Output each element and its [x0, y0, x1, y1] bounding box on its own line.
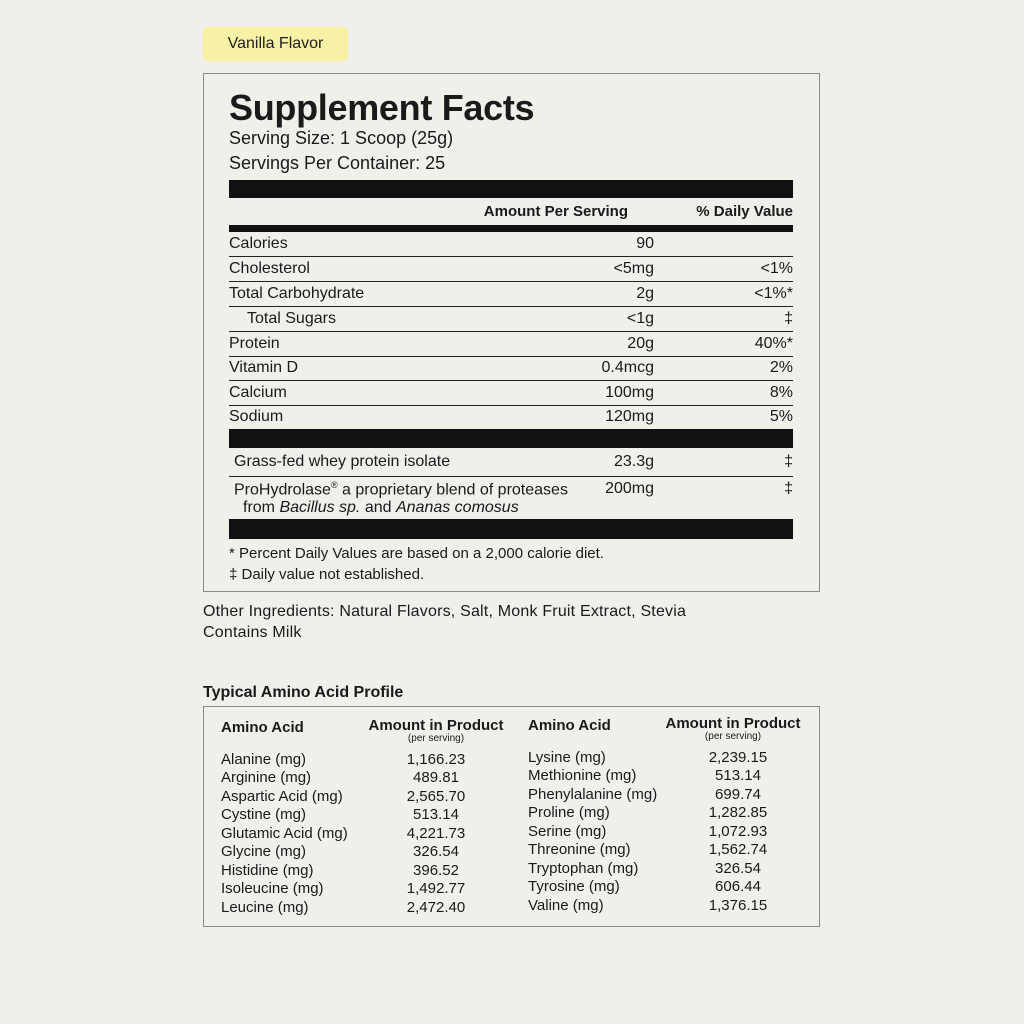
amino-header-amount: Amount in Product (per serving) [658, 715, 808, 742]
supplement-facts-panel [203, 73, 820, 592]
nutrient-amount: 2g [636, 285, 654, 302]
nutrient-amount: 90 [636, 235, 654, 252]
nutrient-amount: <1g [626, 310, 654, 327]
nutrient-row [229, 257, 793, 282]
nutrient-name: Cholesterol [229, 260, 310, 277]
ingredient-dv: ‡ [784, 480, 793, 497]
nutrient-dv: 5% [769, 408, 793, 425]
medium-divider [229, 225, 793, 232]
amino-acid-table: Amino Acid Amount in Product (per serving) Alanine (mg) 1,166.23 Arginine (mg) 489.81 Aspartic Acid (mg) 2,565.70 Cystine (mg) 513.14 Glutamic Acid (mg) 4,221.73 Glycine (mg) 326.54 Histidine (mg) 396.52 Isoleucine (mg) 1,492.77 Leucine (mg) 2,472.40 Amino Acid Amount in Product (per serving) Lysine (mg) 2,239.15 Methionine (mg) 513.14 Phenylalanine (mg) 699.74 Proline (mg) 1,282.85 Serine (mg) 1,072.93 Threonine (mg) 1,562.74 Tryptophan (mg) 326.54 Tyrosine (mg) 606.44 Valine (mg) 1,376.15 [203, 706, 820, 927]
thick-divider [229, 519, 793, 539]
nutrient-row [229, 232, 793, 257]
servings-per-container: Servings Per Container: 25 [229, 153, 446, 173]
nutrient-amount: 20g [627, 335, 654, 352]
amino-header-sub: (per serving) [407, 733, 465, 744]
header-daily-value: % Daily Value [696, 203, 793, 220]
ingredient-row [229, 448, 793, 477]
nutrient-row [229, 282, 793, 307]
thick-divider [229, 429, 793, 448]
thick-divider [229, 180, 793, 198]
amino-title: Typical Amino Acid Profile [203, 684, 404, 701]
nutrient-row [229, 332, 793, 357]
nutrient-dv: <1%* [754, 285, 793, 302]
nutrient-row [229, 405, 793, 429]
serving-size: Serving Size: 1 Scoop (25g) [229, 128, 454, 148]
ingredient-name-line2: from Bacillus sp. and Ananas comosus [243, 499, 519, 516]
facts-title: Supplement Facts [229, 87, 535, 128]
nutrient-row [229, 356, 793, 381]
nutrient-name: Vitamin D [229, 359, 299, 376]
nutrient-dv: 8% [769, 384, 793, 401]
nutrient-amount: <5mg [613, 260, 654, 277]
other-ingredients: Other Ingredients: Natural Flavors, Salt, Monk Fruit Extract, Stevia [203, 603, 687, 620]
nutrient-row [229, 381, 793, 406]
amino-header-name: Amino Acid [528, 717, 611, 734]
nutrient-dv: ‡ [784, 310, 793, 327]
nutrient-name: Calories [229, 235, 288, 252]
amino-header-amount: Amount in Product (per serving) [361, 717, 511, 744]
amino-header-name: Amino Acid [221, 719, 304, 736]
nutrient-amount: 0.4mcg [601, 359, 654, 376]
flavor-badge: Vanilla Flavor [203, 27, 348, 61]
ingredient-amount: 23.3g [613, 453, 654, 470]
nutrient-name: Sodium [229, 408, 284, 425]
nutrient-row [229, 307, 793, 332]
nutrient-dv: <1% [760, 260, 793, 277]
nutrient-name: Total Carbohydrate [229, 285, 365, 302]
nutrient-name: Total Sugars [247, 310, 336, 327]
nutrient-dv: 2% [769, 359, 793, 376]
amino-header-sub: (per serving) [704, 731, 762, 742]
ingredient-row [229, 477, 793, 519]
nutrient-dv: 40%* [754, 335, 793, 352]
footnote-daily-values: * Percent Daily Values are based on a 2,000 calorie diet. [229, 545, 604, 562]
header-amount-per-serving: Amount Per Serving [483, 203, 628, 220]
ingredient-amount: 200mg [605, 480, 654, 497]
ingredient-name: Grass-fed whey protein isolate [234, 453, 451, 470]
footnote-not-established: ‡ Daily value not established. [229, 566, 425, 583]
nutrient-name: Protein [229, 335, 280, 352]
nutrient-name: Calcium [229, 384, 287, 401]
nutrient-amount: 120mg [605, 408, 654, 425]
allergen-statement: Contains Milk [203, 624, 302, 641]
nutrient-amount: 100mg [605, 384, 654, 401]
ingredient-name: ProHydrolase® a proprietary blend of proteases [234, 480, 568, 499]
ingredient-dv: ‡ [784, 453, 793, 470]
